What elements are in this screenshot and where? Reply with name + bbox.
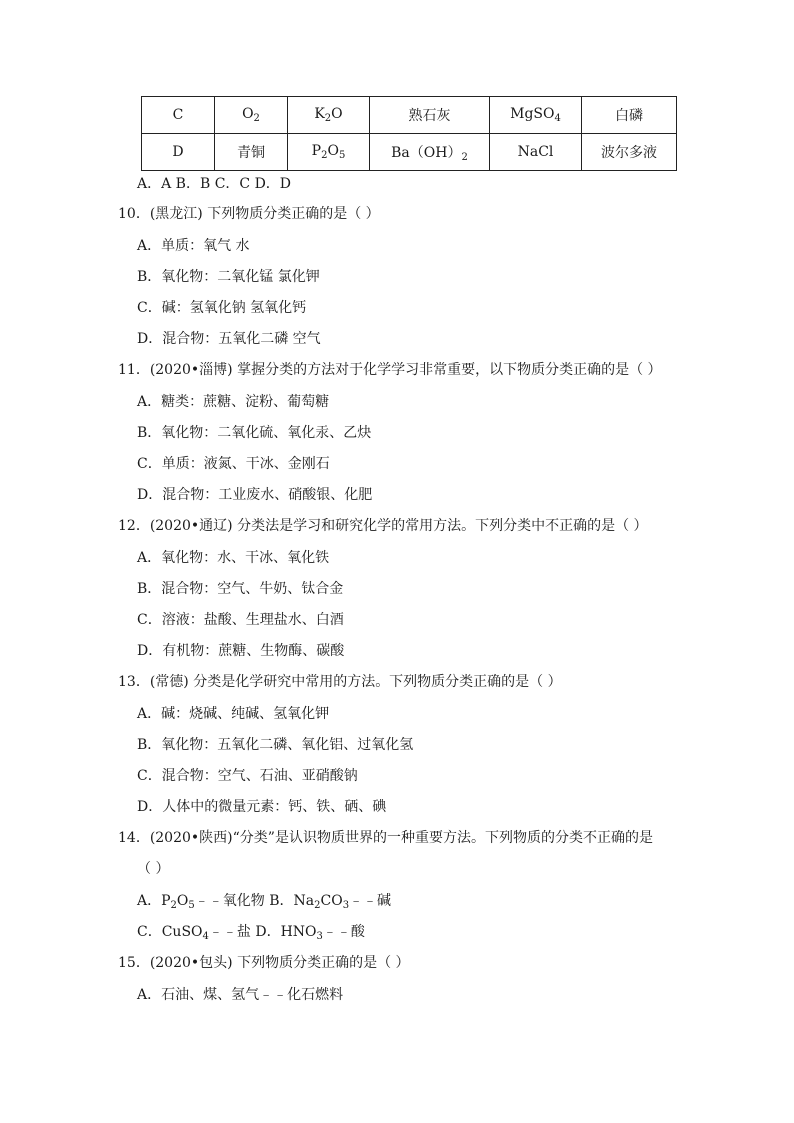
table-cell: $O_2$: [215, 97, 288, 134]
table-row: [142, 134, 677, 171]
option-b: B．氧化物：五氧化二磷、氧化铝、过氧化氢: [137, 737, 414, 753]
question-stem: 15．(2020•包头) 下列物质分类正确的是（ ）: [118, 955, 410, 971]
option-a-b: A．$P_2O_5﹣﹣$氧化物 B．$Na_2CO_3﹣﹣$碱: [137, 893, 392, 911]
option-d: D．有机物：蔗糖、生物酶、碳酸: [137, 643, 345, 659]
options-table: [141, 96, 677, 171]
option-c: C．混合物：空气、石油、亚硝酸钠: [137, 768, 358, 784]
table-cell: $P_2O_5$: [288, 134, 370, 171]
option-a: A．碱：烧碱、纯碱、氢氧化钾: [137, 706, 330, 722]
table-cell: MgSO$_4$: [490, 97, 582, 134]
answer-options: A．A B．B C．C D．D: [137, 176, 292, 192]
table-cell: 白磷: [582, 97, 677, 134]
option-a: A．氧化物：水、干冰、氧化铁: [137, 550, 330, 566]
table-cell: 熟石灰: [370, 97, 490, 134]
table-cell: 波尔多液: [582, 134, 677, 171]
option-c: C．单质：液氮、干冰、金刚石: [137, 456, 330, 472]
question-stem: 10．(黑龙江) 下列物质分类正确的是（ ）: [118, 206, 380, 222]
table-cell: $K_2O$: [288, 97, 370, 134]
table-cell: 青铜: [215, 134, 288, 171]
option-b: B．氧化物：二氧化硫、氧化汞、乙炔: [137, 425, 372, 441]
option-a: A．糖类：蔗糖、淀粉、葡萄糖: [137, 394, 330, 410]
option-d: D．混合物：五氧化二磷 空气: [137, 331, 321, 347]
question-stem: 13．(常德) 分类是化学研究中常用的方法。下列物质分类正确的是（ ）: [118, 674, 562, 690]
option-b: B．混合物：空气、牛奶、钛合金: [137, 581, 344, 597]
row-label: C: [142, 97, 215, 134]
option-a: A．石油、煤、氢气﹣﹣化石燃料: [137, 987, 344, 1003]
question-stem: 11．(2020•淄博) 掌握分类的方法对于化学学习非常重要，以下物质分类正确的是（ ）: [118, 362, 662, 378]
option-c: C．碱：氢氧化钠 氢氧化钙: [137, 300, 307, 316]
option-c: C．溶液：盐酸、生理盐水、白酒: [137, 612, 344, 628]
question-stem-continued: （ ）: [137, 861, 170, 877]
question-stem: 14．(2020•陕西)“分类”是认识物质世界的一种重要方法。下列物质的分类不正确的是: [118, 830, 653, 846]
row-label: D: [142, 134, 215, 171]
option-b: B．氧化物：二氧化锰 氯化钾: [137, 269, 320, 285]
table-cell: $Ba(OH)_2$: [370, 134, 490, 171]
table-row: [142, 97, 677, 134]
option-d: D．混合物：工业废水、硝酸银、化肥: [137, 487, 373, 503]
option-c-d: C．CuSO$_4$﹣﹣盐 D．$HNO_3﹣﹣$酸: [137, 924, 365, 942]
option-a: A．单质：氧气 水: [137, 238, 250, 254]
table-cell: NaCl: [490, 134, 582, 171]
question-stem: 12．(2020•通辽) 分类法是学习和研究化学的常用方法。下列分类中不正确的是（ ）: [118, 518, 648, 534]
option-d: D．人体中的微量元素：钙、铁、硒、碘: [137, 799, 387, 815]
